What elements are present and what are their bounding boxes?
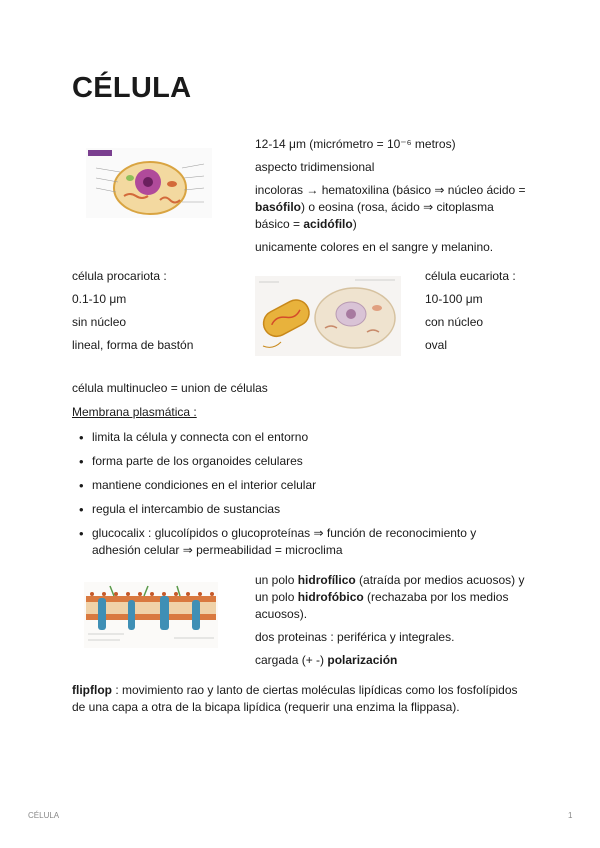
list-item: • forma parte de los organoides celulares (72, 453, 512, 470)
list-item: • glucocalix : glucolípidos o glucoproteínas ⇒ función de reconocimiento y adhesión celular ⇒ permeabilidad = microclima (72, 525, 512, 559)
list-item: • limita la célula y connecta con el entorno (72, 429, 512, 446)
hidrofilico-term: hidrofílico (297, 573, 356, 587)
eucariota-size: 10-100 μm (425, 292, 483, 306)
colors-text: unicamente colores en el sangre y melanino. (255, 240, 494, 254)
flipflop-text: flipflop : movimiento rao y lanto de ciertas moléculas lipídicas como los fosfolípidos de una capa a otra de la bicapa lipídica (requerir una enzima la flippasa). (72, 683, 518, 714)
membrana-heading: Membrana plasmática : (72, 405, 197, 419)
eucariota-title: célula eucariota : (425, 269, 516, 283)
animal-cell-diagram (86, 148, 212, 218)
list-item: • regula el intercambio de sustancias (72, 501, 512, 518)
procariota-title: célula procariota : (72, 269, 167, 283)
polarizacion-term: polarización (327, 653, 398, 667)
procariota-size: 0.1-10 μm (72, 292, 127, 306)
list-item: • mantiene condiciones en el interior celular (72, 477, 512, 494)
staining-text: incoloras → hematoxilina (básico ⇒ núcleo ácido = basófilo) o eosina (rosa, ácido ⇒ citoplasma básico = acidófilo) (255, 183, 526, 231)
cell-size-text: 12-14 μm (micrómetro = 10⁻⁶ metros) (255, 137, 456, 151)
eucariota-shape: oval (425, 338, 448, 352)
flipflop-term: flipflop (72, 683, 112, 697)
multinucleo-text: célula multinucleo = union de células (72, 381, 268, 395)
polos-text: un polo hidrofílico (atraída por medios acuosos) y un polo hidrofóbico (rechazaba por los medios acuosos). (255, 573, 525, 621)
membrana-list (72, 429, 512, 566)
eucariota-block (425, 268, 545, 360)
prokaryote-eukaryote-diagram (255, 276, 401, 356)
basofilo-term: basófilo (255, 200, 302, 214)
procariota-block (72, 268, 242, 360)
lipid-bilayer-diagram (84, 582, 218, 648)
hidrofobico-term: hidrofóbico (297, 590, 364, 604)
acidofilo-term: acidófilo (303, 217, 353, 231)
page-number: 1 (568, 811, 573, 820)
procariota-nucleus: sin núcleo (72, 315, 127, 329)
cell-aspect-text: aspecto tridimensional (255, 160, 375, 174)
footer-title: CÉLULA (28, 811, 60, 820)
polarizacion-text: cargada (+ -) polarización (255, 653, 398, 667)
procariota-shape: lineal, forma de bastón (72, 338, 194, 352)
eucariota-nucleus: con núcleo (425, 315, 484, 329)
proteins-text: dos proteinas : periférica y integrales. (255, 630, 455, 644)
page-title: CÉLULA (72, 72, 192, 104)
